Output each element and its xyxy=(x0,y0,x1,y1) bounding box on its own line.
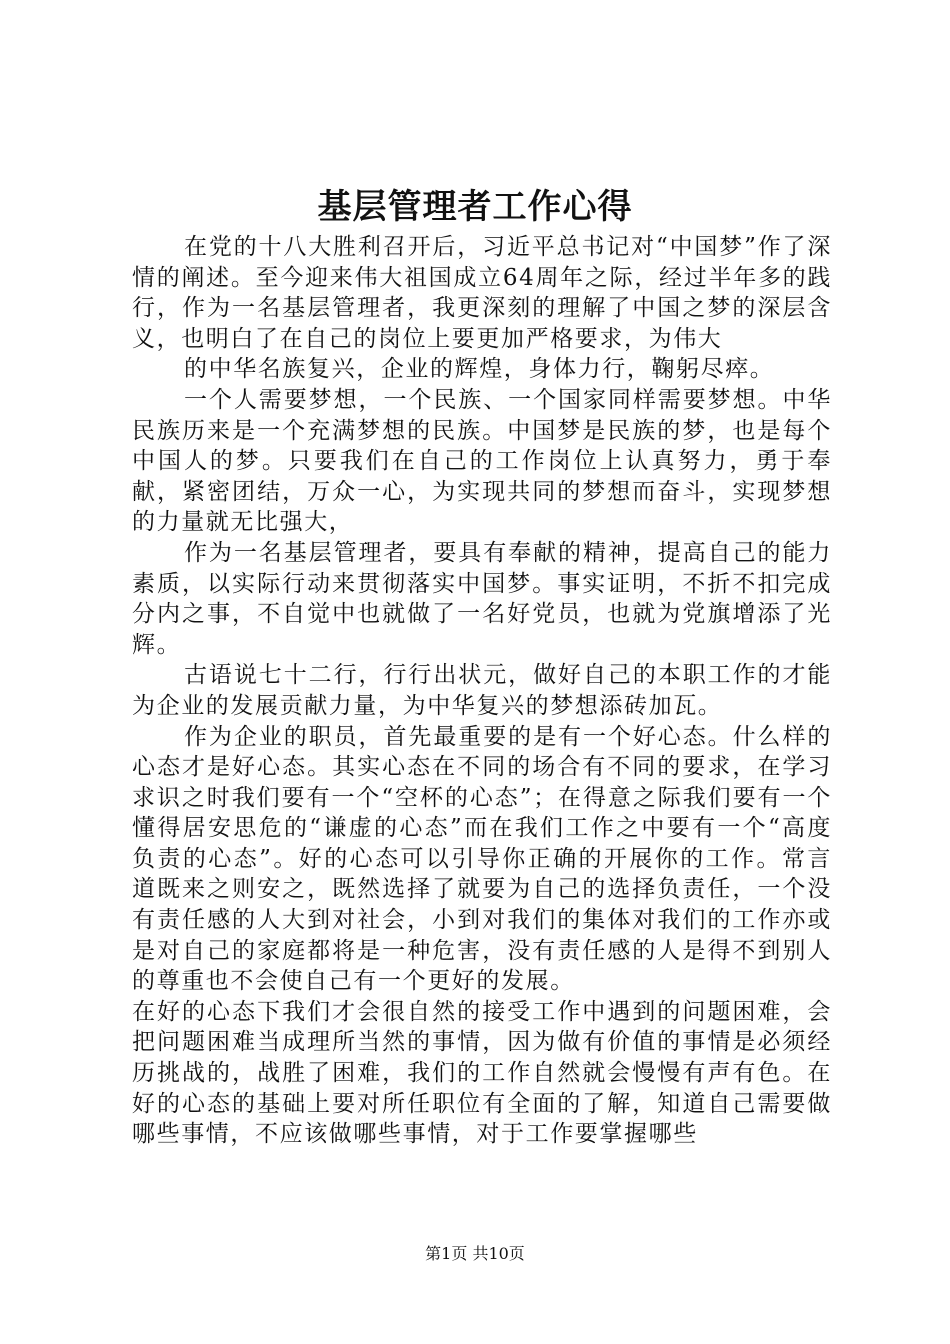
paragraph: 在党的十八大胜利召开后，习近平总书记对“中国梦”作了深情的阐述。至今迎来伟大祖国成立64周年之际，经过半年多的践行，作为一名基层管理者，我更深刻的理解了中国之梦的深层含义，也明白了在自己的岗位上要更加严格要求，为伟大 xyxy=(132,234,832,352)
document-body xyxy=(132,232,832,1150)
paragraph: 一个人需要梦想，一个民族、一个国家同样需要梦想。中华民族历来是一个充满梦想的民族。中国梦是民族的梦，也是每个中国人的梦。只要我们在自己的工作岗位上认真努力，勇于奉献，紧密团结，万众一心，为实现共同的梦想而奋斗，实现梦想的力量就无比强大， xyxy=(132,386,832,536)
document-title: 基层管理者工作心得 xyxy=(317,187,633,227)
paragraph: 在好的心态下我们才会很自然的接受工作中遇到的问题困难，会把问题困难当成理所当然的事情，因为做有价值的事情是必须经历挑战的，战胜了困难，我们的工作自然就会慢慢有声有色。在好的心态的基础上要对所任职位有全面的了解，知道自己需要做哪些事情，不应该做哪些事情，对于工作要掌握哪些 xyxy=(132,998,832,1148)
paragraph: 的中华名族复兴，企业的辉煌，身体力行，鞠躬尽瘁。 xyxy=(184,356,775,383)
paragraph: 古语说七十二行，行行出状元，做好自己的本职工作的才能为企业的发展贡献力量，为中华复兴的梦想添砖加瓦。 xyxy=(132,662,832,719)
paragraph: 作为一名基层管理者，要具有奉献的精神，提高自己的能力素质，以实际行动来贯彻落实中国梦。事实证明，不折不扣完成分内之事，不自觉中也就做了一名好党员，也就为党旗增添了光辉。 xyxy=(132,539,832,658)
paragraph: 作为企业的职员，首先最重要的是有一个好心态。什么样的心态才是好心态。其实心态在不同的场合有不同的要求，在学习求识之时我们要有一个“空杯的心态”；在得意之际我们要有一个懂得居安思危的“谦虚的心态”而在我们工作之中要有一个“高度负责的心态”。好的心态可以引导你正确的开展你的工作。常言道既来之则安之，既然选择了就要为自己的选择负责任，一个没有责任感的人大到对社会，小到对我们的集体对我们的工作亦或是对自己的家庭都将是一种危害，没有责任感的人是得不到别人的尊重也不会使自己有一个更好的发展。 xyxy=(132,723,832,995)
page-footer: 第1页 共10页 xyxy=(425,1244,525,1263)
